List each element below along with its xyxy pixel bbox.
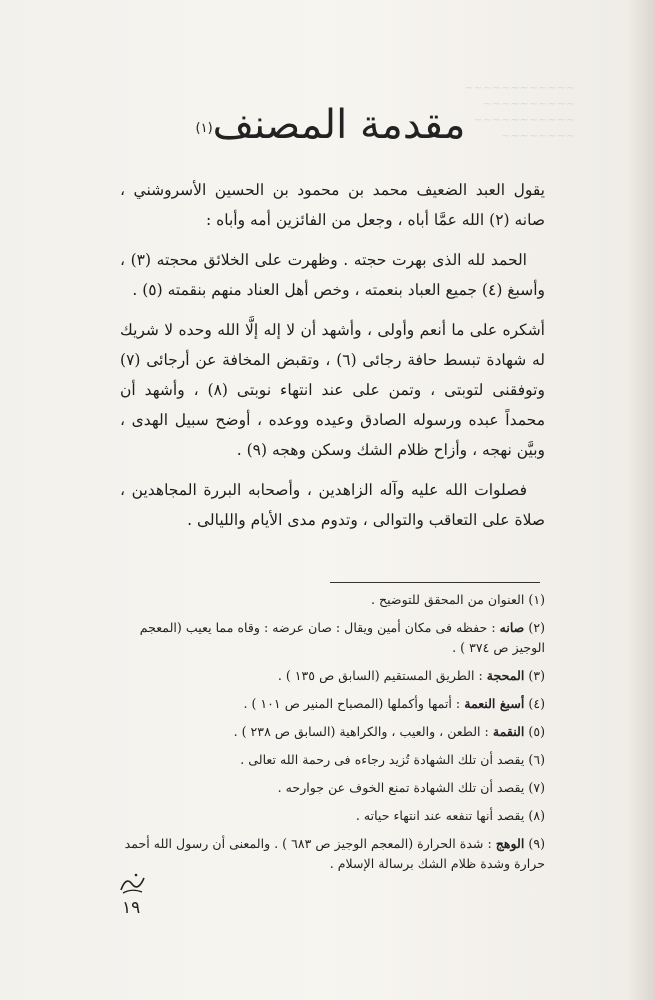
footnote [120, 694, 545, 714]
footnote-number: (٥) [528, 724, 545, 739]
footnote-number: (٩) [528, 836, 545, 851]
footnote-number: (٨) [528, 808, 545, 823]
footnote-keyword: النقمة [492, 724, 525, 739]
paragraph-4: فصلوات الله عليه وآله الزاهدين ، وأصحابه البررة المجاهدين ، صلاة على التعاقب والتوالى ، وتدوم مدى الأيام والليالى . [120, 481, 545, 529]
calligraphy-seal-icon [118, 870, 148, 896]
footnote-keyword: أسبغ النعمة [464, 696, 525, 711]
footnote-text: يقصد أنها تنفعه عند انتهاء حياته . [355, 808, 525, 823]
footnote-text: يقصد أن تلك الشهادة تمنع الخوف عن جوارحه . [277, 780, 525, 795]
page-gutter-shadow [627, 0, 655, 1000]
footnote-text: يقصد أن تلك الشهادة تُزيد رجاءه فى رحمة الله تعالى . [240, 752, 525, 767]
footnote-number: (٤) [528, 696, 545, 711]
footnote-text: : الطريق المستقيم (السابق ص ١٣٥ ) . [277, 668, 483, 683]
footnote-number: (٣) [528, 668, 545, 683]
footnote-keyword: صانه [499, 620, 525, 635]
footnote-text: : أتمها وأكملها (المصباح المنير ص ١٠١ ) . [243, 696, 461, 711]
footnote [120, 722, 545, 742]
footnote-keyword: المحجة [486, 668, 525, 683]
footnote [120, 590, 545, 610]
footnote-text: العنوان من المحقق للتوضيح . [371, 592, 525, 607]
footnote-text: : حفظه فى مكان أمين ويقال : صان عرضه : وقاه مما يعيب (المعجم الوجيز ص ٣٧٤ ) . [139, 620, 545, 655]
footnote-text: : شدة الحرارة (المعجم الوجيز ص ٦٨٣ ) . والمعنى أن رسول الله أحمد حرارة وشدة ظلام الشك برسالة الإسلام . [124, 836, 545, 871]
paragraph-3: أشكره على ما أنعم وأولى ، وأشهد أن لا إله إلَّا الله وحده لا شريك له شهادة تبسط حافة رجائى (٦) ، وتقبض المخافة عن أرجائى (٧) وتوفقنى لتوبتى ، وتمن على عند انتهاء نوبتى (٨) ، وأشهد أن محمداً عبده ورسوله الصادق وعيده ووعده ، أوضح سبيل الهدى ، وبيَّن نهجه ، وأزاح ظلام الشك وسكن وهجه (٩) . [120, 321, 546, 459]
footnote-keyword: الوهج [495, 836, 525, 851]
footnote [120, 618, 545, 658]
footnote-text: : الطعن ، والعيب ، والكراهية (السابق ص ٢٣٨ ) . [233, 724, 489, 739]
show-through-text: ~~~~~~~~~~~~ ~~~~~~~~~~ ~~~~~~~~~~~ ~~~~~~~~ [464, 81, 575, 142]
footnote-number: (٧) [528, 780, 545, 795]
footnote-number: (٢) [528, 620, 545, 635]
page-title: مقدمة المصنف [212, 102, 466, 148]
footnote [120, 834, 545, 874]
footnote [120, 806, 545, 826]
footnote [120, 778, 545, 798]
footnote-divider [330, 582, 540, 583]
chapter-heading [0, 102, 655, 148]
footnote [120, 666, 545, 686]
footnotes [120, 590, 545, 882]
footnote-number: (٦) [528, 752, 545, 767]
paragraph-1: يقول العبد الضعيف محمد بن محمود بن الحسين الأسروشني ، صانه (٢) الله عمَّا أباه ، وجعل من الفائزين أمه وأباه : [120, 181, 545, 229]
footnote [120, 750, 545, 770]
title-footnote-ref: (١) [195, 120, 213, 136]
paragraph-2: الحمد لله الذى بهرت حجته . وظهرت على الخلائق محجته (٣) ، وأسبغ (٤) جميع العباد بنعمته ، وخص أهل العناد منهم بنقمته (٥) . [120, 251, 545, 299]
main-text [120, 175, 545, 545]
footnote-number: (١) [528, 592, 545, 607]
page-number: ١٩ [122, 898, 141, 918]
